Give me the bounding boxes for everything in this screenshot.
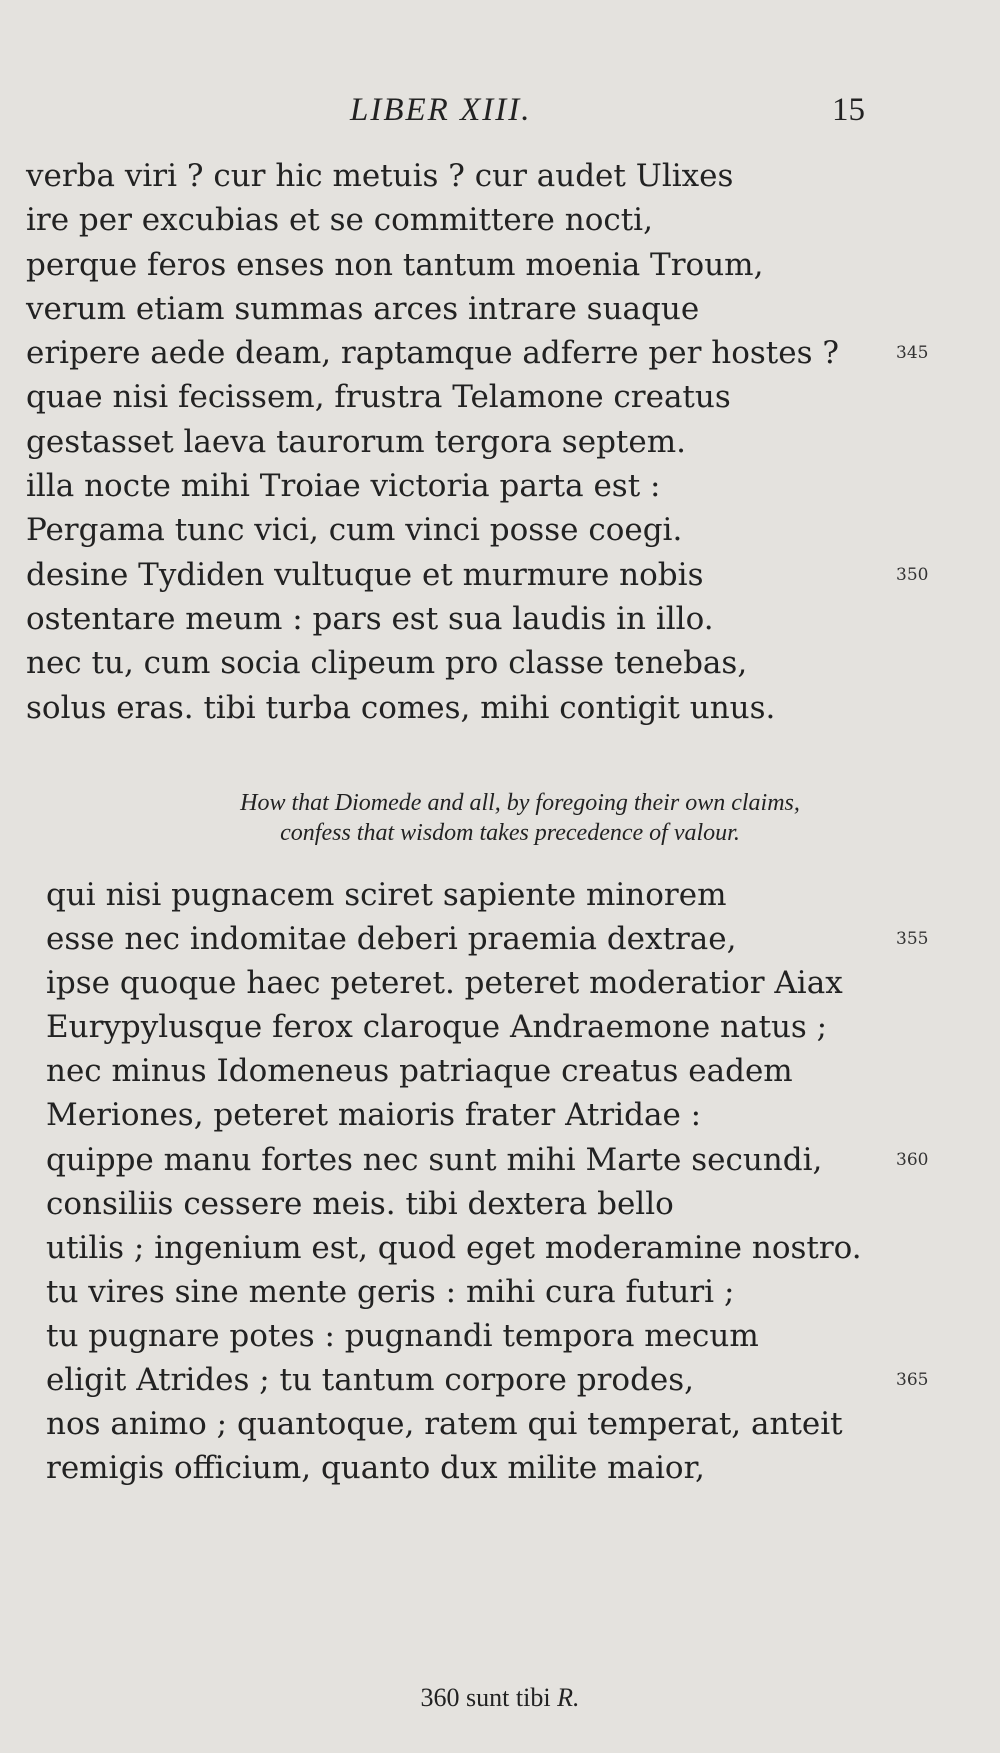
line-number-365: 365 [896,1370,929,1391]
verse-line: tu vires sine mente geris : mihi cura futuri ; [46,1273,735,1310]
verse-line: quae nisi fecissem, frustra Telamone creatus [26,379,731,416]
verse-line: ire per excubias et se committere nocti, [26,202,653,239]
verse-line: consiliis cessere meis. tibi dextera bello [46,1185,674,1222]
line-number-355: 355 [896,929,929,950]
verse-block-1 [26,154,929,730]
verse-line: perque feros enses non tantum moenia Troum, [26,246,764,283]
summary-line-1: How that Diomede and all, by foregoing their own claims, [240,790,800,816]
line-number-350: 350 [896,564,929,585]
running-head-title: LIBER XIII. [350,92,532,128]
line-number-360: 360 [896,1149,929,1170]
verse-line: desine Tydiden vultuque et murmure nobis 350 [26,553,839,597]
verse-line: eligit Atrides ; tu tantum corpore prodes, 365 [46,1358,862,1402]
verse-line: Eurypylusque ferox claroque Andraemone natus ; [46,1009,828,1046]
verse-line: tu pugnare potes : pugnandi tempora mecum [46,1317,759,1354]
section-summary [0,788,1000,848]
verse-line: esse nec indomitae deberi praemia dextrae, 355 [46,917,862,961]
verse-block-2 [46,873,929,1490]
verse-line: gestasset laeva taurorum tergora septem. [26,423,686,460]
verse-line: nec minus Idomeneus patriaque creatus eadem [46,1053,793,1090]
verse-line: verba viri ? cur hic metuis ? cur audet Ulixes [26,158,734,194]
verse-line: quippe manu fortes nec sunt mihi Marte secundi, 360 [46,1138,862,1182]
verse-line: nos animo ; quantoque, ratem qui temperat, anteit [46,1406,843,1443]
verse-line: Pergama tunc vici, cum vinci posse coegi. [26,512,683,549]
line-number-345: 345 [896,343,929,364]
verse-line: remigis officium, quanto dux milite maior, [46,1450,705,1487]
verse-line: nec tu, cum socia clipeum pro classe tenebas, [26,645,748,682]
page-number: 15 [832,92,865,128]
verse-line: eripere aede deam, raptamque adferre per hostes ? 345 [26,331,839,375]
verse-line: Meriones, peteret maioris frater Atridae : [46,1097,702,1134]
footnote-siglum: R. [557,1683,580,1712]
verse-line: utilis ; ingenium est, quod eget moderamine nostro. [46,1229,862,1266]
verse-line: solus eras. tibi turba comes, mihi contigit unus. [26,689,776,726]
verse-line: qui nisi pugnacem sciret sapiente minorem [46,877,727,913]
verse-line: ostentare meum : pars est sua laudis in illo. [26,600,714,637]
verse-line: ipse quoque haec peteret. peteret moderatior Aiax [46,965,843,1002]
critical-apparatus-note [0,1683,1000,1713]
verse-line: verum etiam summas arces intrare suaque [26,290,700,327]
verse-line: illa nocte mihi Troiae victoria parta est : [26,468,661,505]
summary-line-2: confess that wisdom takes precedence of valour. [280,820,740,846]
footnote-text: 360 sunt tibi [420,1683,551,1712]
